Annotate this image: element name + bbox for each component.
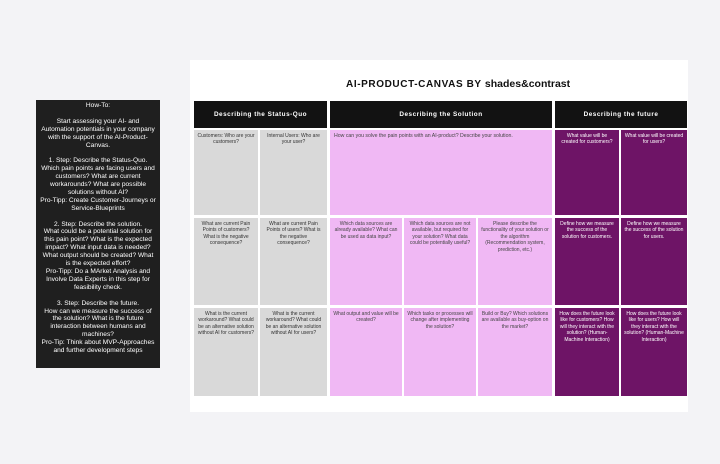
how-to-line: Pro-Tip: Think about MVP-Approaches bbox=[41, 339, 155, 347]
how-to-panel bbox=[36, 100, 160, 368]
cell-build-or-buy[interactable]: Build or Buy? Which solutions are available as buy-option on the market? bbox=[478, 308, 552, 396]
how-to-line: this pain point? What is the expected bbox=[44, 236, 152, 244]
how-to-line: How can we measure the success of bbox=[44, 307, 152, 315]
cell-data-sources-missing[interactable]: Which data sources are not available, but required for your solution? What data could be potentially useful? bbox=[404, 218, 476, 305]
canvas-title bbox=[346, 78, 570, 90]
how-to-line: is the expected effort? bbox=[65, 260, 131, 268]
header-future: Describing the future bbox=[555, 101, 687, 128]
cell-value-customers[interactable]: What value will be created for customers? bbox=[555, 130, 619, 215]
how-to-line: feasibility check. bbox=[73, 283, 122, 291]
cell-future-customers[interactable]: How does the future look like for customers? How will they interact with the solution? (Human-Machine Interaction) bbox=[555, 308, 619, 396]
how-to-line: Automation potentials in your company bbox=[41, 125, 155, 133]
cell-workaround-users[interactable]: What is the current workaround? What could be an alternative solution without AI for users? bbox=[260, 308, 327, 396]
cell-measure-users[interactable]: Define how we measure the success of the solution for users. bbox=[621, 218, 687, 305]
how-to-line: What could be a potential solution for bbox=[43, 228, 153, 236]
cell-processes-change[interactable]: Which tasks or processes will change after implementing the solution? bbox=[404, 308, 476, 396]
how-to-line: customers? What are current bbox=[55, 173, 141, 181]
how-to-line: Canvas. bbox=[85, 141, 111, 149]
how-to-line: impact? What input data is needed? bbox=[45, 244, 151, 252]
cell-pain-points-users[interactable]: What are current Pain Points of users? What is the negative consequence? bbox=[260, 218, 327, 305]
how-to-line: Pro-Tipp: Create Customer-Journeys or bbox=[40, 196, 156, 204]
cell-pain-points-customers[interactable]: What are current Pain Points of customers? What is the negative consequence? bbox=[194, 218, 258, 305]
how-to-line: workarounds? What are possible bbox=[49, 181, 147, 189]
how-to-spacer bbox=[37, 149, 159, 157]
how-to-line: with the support of the AI-Product- bbox=[48, 133, 148, 141]
cell-workaround-customers[interactable]: What is the current workaround? What could be an alternative solution without AI for customers? bbox=[194, 308, 258, 396]
how-to-line: machines? bbox=[82, 331, 114, 339]
how-to-spacer bbox=[37, 213, 159, 221]
how-to-spacer bbox=[37, 292, 159, 300]
cell-customers[interactable]: Customers: Who are your customers? bbox=[194, 130, 258, 215]
how-to-line: Service-Blueprints bbox=[71, 204, 125, 212]
cell-measure-customers[interactable]: Define how we measure the success of the solution for customers. bbox=[555, 218, 619, 305]
cell-future-users[interactable]: How does the future look like for users? How will they interact with the solution? (Human-Machine Interaction) bbox=[621, 308, 687, 396]
header-status-quo: Describing the Status-Quo bbox=[194, 101, 327, 128]
how-to-line: Involve Data Experts in this step for bbox=[46, 275, 150, 283]
cell-functionality[interactable]: Please describe the functionality of your solution or the algorithm (Recommendation system, prediction, etc.) bbox=[478, 218, 552, 305]
how-to-line: solutions without AI? bbox=[67, 188, 129, 196]
cell-output-value[interactable]: What output and value will be created? bbox=[330, 308, 402, 396]
ai-product-canvas bbox=[190, 60, 688, 412]
canvas-title-text: AI-PRODUCT-CANVAS BY bbox=[346, 79, 482, 90]
how-to-line: 2. Step: Describe the solution. bbox=[54, 220, 142, 228]
how-to-line: Start assessing your AI- and bbox=[56, 117, 140, 125]
how-to-line: Pro-Tipp: Do a MArket Analysis and bbox=[45, 267, 151, 275]
how-to-spacer bbox=[37, 110, 159, 118]
how-to-line: 3. Step: Describe the future. bbox=[56, 299, 140, 307]
how-to-line: interaction between humans and bbox=[50, 323, 146, 331]
cell-internal-users[interactable]: Internal Users: Who are your user? bbox=[260, 130, 327, 215]
cell-data-sources-available[interactable]: Which data sources are already available? What can be used as data input? bbox=[330, 218, 402, 305]
cell-value-users[interactable]: What value will be created for users? bbox=[621, 130, 687, 215]
how-to-line: 1. Step: Describe the Status-Quo. bbox=[48, 157, 148, 165]
how-to-line: What output should be created? What bbox=[42, 252, 154, 260]
how-to-line: Which pain points are facing users and bbox=[41, 165, 155, 173]
cell-solve-pain-points[interactable]: How can you solve the pain points with an AI-product? Describe your solution. bbox=[330, 130, 552, 215]
how-to-line: and further development steps bbox=[53, 347, 143, 355]
brand-logo: shades&contrast bbox=[484, 78, 571, 90]
how-to-line: the solution? What is the future bbox=[52, 315, 144, 323]
how-to-line: How-To: bbox=[85, 102, 111, 109]
header-solution: Describing the Solution bbox=[330, 101, 552, 128]
